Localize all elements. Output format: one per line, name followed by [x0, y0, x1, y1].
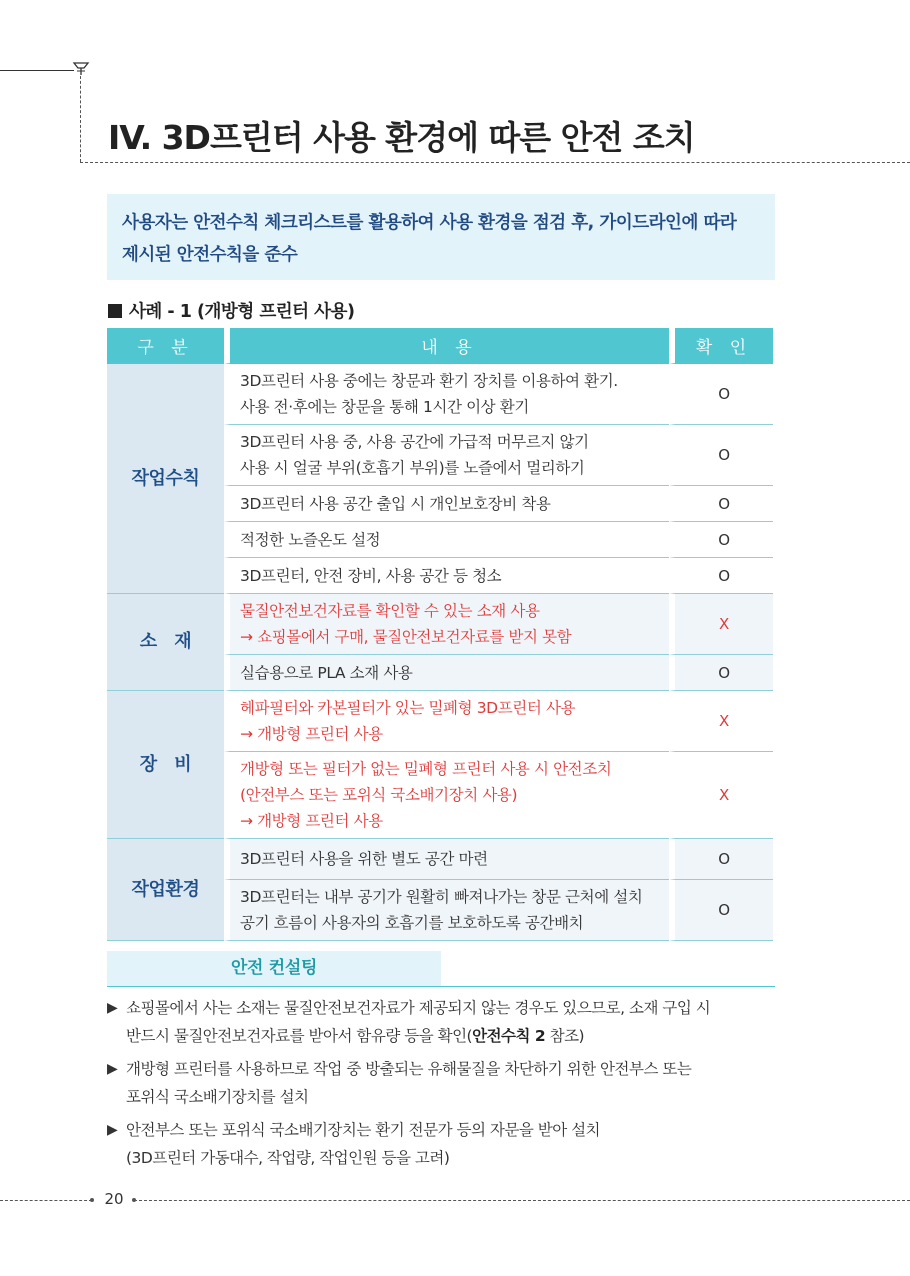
- triangle-bullet-icon: ▶: [107, 1061, 118, 1077]
- pin-icon: [72, 62, 90, 76]
- checklist-table: [107, 328, 773, 941]
- content-cell: [224, 364, 669, 425]
- table-body: [107, 364, 773, 941]
- content-line: 3D프린터 사용 중에는 창문과 환기 장치를 이용하여 환기.: [240, 372, 618, 390]
- consulting-rule: [107, 986, 775, 987]
- square-bullet-icon: [108, 304, 122, 318]
- list-item: [107, 1055, 787, 1111]
- page-number: 20: [104, 1190, 124, 1208]
- header-dotted-vertical: [80, 76, 81, 162]
- list-line: 쇼핑몰에서 사는 소재는 물질안전보건자료가 제공되지 않는 경우도 있으므로, 소재 구입 시: [126, 999, 711, 1017]
- check-cell: O: [669, 880, 773, 941]
- table-header-row: [107, 328, 773, 364]
- content-cell: [224, 486, 669, 522]
- content-line: → 개방형 프린터 사용: [240, 812, 383, 830]
- content-line: 실습용으로 PLA 소재 사용: [240, 663, 413, 682]
- check-cell: O: [669, 364, 773, 425]
- content-line: 사용 전·후에는 창문을 통해 1시간 이상 환기: [240, 398, 529, 416]
- content-cell: [224, 425, 669, 486]
- list-item: [107, 994, 787, 1050]
- list-line: 포위식 국소배기장치를 설치: [126, 1088, 309, 1106]
- header-rule: [0, 70, 74, 71]
- check-cell: X: [669, 691, 773, 752]
- footer-dot-left: [90, 1198, 94, 1202]
- content-line: 3D프린터 사용을 위한 별도 공간 마련: [240, 850, 488, 868]
- content-line: → 쇼핑몰에서 구매, 물질안전보건자료를 받지 못함: [240, 628, 572, 646]
- content-cell: [224, 558, 669, 594]
- triangle-bullet-icon: ▶: [107, 1000, 118, 1016]
- content-line: 3D프린터 사용 중, 사용 공간에 가급적 머무르지 않기: [240, 433, 589, 451]
- list-line: 안전부스 또는 포위식 국소배기장치는 환기 전문가 등의 자문을 받아 설치: [126, 1121, 601, 1139]
- content-line: 헤파필터와 카본필터가 있는 밀폐형 3D프린터 사용: [240, 699, 576, 717]
- check-cell: O: [669, 522, 773, 558]
- category-cell: 작업수칙: [107, 364, 224, 594]
- bold-reference: 안전수칙 2: [472, 1027, 546, 1045]
- check-cell: O: [669, 425, 773, 486]
- check-cell: X: [669, 752, 773, 839]
- category-cell: 소 재: [107, 594, 224, 691]
- category-cell: 장 비: [107, 691, 224, 839]
- header-content: 내 용: [224, 328, 669, 364]
- content-cell: [224, 880, 669, 941]
- list-item: [107, 1116, 787, 1172]
- case-title-text: 사례 - 1 (개방형 프린터 사용): [129, 302, 355, 322]
- content-cell: [224, 655, 669, 691]
- list-line: (3D프린터 가동대수, 작업량, 작업인원 등을 고려): [126, 1149, 450, 1167]
- content-cell: [224, 691, 669, 752]
- content-cell: [224, 752, 669, 839]
- footer-dotted-left: [0, 1200, 92, 1201]
- content-line: 3D프린터, 안전 장비, 사용 공간 등 청소: [240, 566, 502, 585]
- content-line: (안전부스 또는 포위식 국소배기장치 사용): [240, 786, 518, 804]
- footer-dotted-right: [134, 1200, 910, 1201]
- table-row: [107, 594, 773, 655]
- content-line: 적정한 노즐온도 설정: [240, 530, 381, 549]
- header-category: 구 분: [107, 328, 224, 364]
- content-line: 공기 흐름이 사용자의 호흡기를 보호하도록 공간배치: [240, 914, 584, 932]
- check-cell: O: [669, 558, 773, 594]
- check-cell: X: [669, 594, 773, 655]
- list-line: 반드시 물질안전보건자료를 받아서 함유량 등을 확인(안전수칙 2 참조): [126, 1027, 585, 1045]
- content-line: 사용 시 얼굴 부위(호흡기 부위)를 노즐에서 멀리하기: [240, 459, 585, 477]
- content-line: 물질안전보건자료를 확인할 수 있는 소재 사용: [240, 602, 540, 620]
- content-line: → 개방형 프린터 사용: [240, 725, 383, 743]
- header-dotted-horizontal: [80, 162, 910, 163]
- content-cell: [224, 594, 669, 655]
- content-line: 3D프린터 사용 공간 출입 시 개인보호장비 착용: [240, 494, 551, 513]
- check-cell: O: [669, 839, 773, 880]
- case-title: [108, 298, 354, 323]
- content-line: 3D프린터는 내부 공기가 원활히 빠져나가는 창문 근처에 설치: [240, 888, 643, 906]
- check-cell: O: [669, 486, 773, 522]
- category-cell: 작업환경: [107, 839, 224, 941]
- table-row: [107, 691, 773, 752]
- summary-line-1: 사용자는 안전수칙 체크리스트를 활용하여 사용 환경을 점검 후, 가이드라인에 따라: [122, 213, 737, 233]
- page-title: IV. 3D프린터 사용 환경에 따른 안전 조치: [108, 118, 695, 157]
- content-cell: [224, 522, 669, 558]
- summary-line-2: 제시된 안전수칙을 준수: [122, 245, 298, 265]
- table-row: [107, 839, 773, 880]
- summary-box: [107, 194, 775, 280]
- table-row: [107, 364, 773, 425]
- content-line: 개방형 또는 필터가 없는 밀폐형 프린터 사용 시 안전조치: [240, 760, 612, 778]
- check-cell: O: [669, 655, 773, 691]
- content-cell: [224, 839, 669, 880]
- triangle-bullet-icon: ▶: [107, 1122, 118, 1138]
- consulting-heading: 안전 컨설팅: [107, 951, 441, 986]
- list-line: 개방형 프린터를 사용하므로 작업 중 방출되는 유해물질을 차단하기 위한 안전부스 또는: [126, 1060, 692, 1078]
- consulting-list: [107, 994, 787, 1177]
- header-check: 확 인: [669, 328, 773, 364]
